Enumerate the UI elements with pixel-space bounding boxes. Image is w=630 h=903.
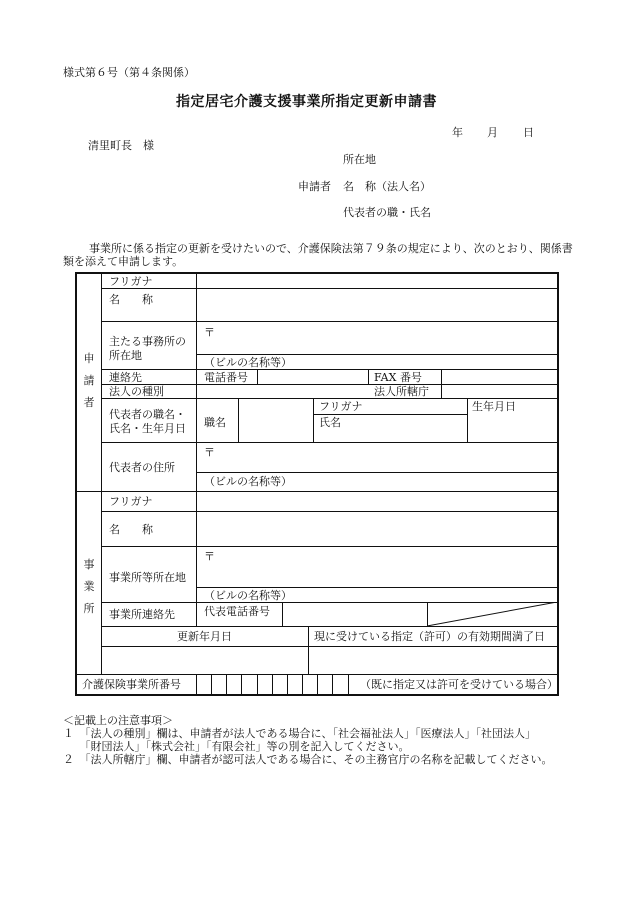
main-office-label-2: 所在地	[109, 349, 142, 362]
office-address-label: 事業所等所在地	[109, 571, 186, 584]
note-item-1: １ 「法人の種別」欄は、申請者が法人である場合に、「社会福祉法人」「医療法人」「社団法人」	[63, 727, 536, 740]
addressee: 清里町長 様	[88, 139, 154, 152]
office-postal-mark: 〒	[204, 550, 215, 563]
notes-section	[63, 714, 583, 766]
office-contact-label: 事業所連絡先	[109, 608, 175, 621]
form-number: 様式第６号（第４条関係）	[63, 66, 195, 79]
note-item-1-cont: 「財団法人」「株式会社」「有限会社」等の別を記入してください。	[63, 740, 410, 753]
renewal-date-label: 更新年月日	[177, 630, 232, 643]
applicant-label: 申請者	[298, 180, 331, 193]
representative-label-1: 代表者の職名・	[109, 408, 186, 421]
expiry-label: 現に受けている指定（許可）の有効期間満了日	[314, 630, 545, 643]
building-label: （ビルの名称等）	[204, 356, 292, 369]
applicant-name-label: 名 称	[109, 293, 153, 306]
corp-type-label: 法人の種別	[109, 385, 164, 398]
address-label: 所在地	[343, 153, 376, 166]
phone-label: 電話番号	[204, 371, 248, 384]
rep-furigana-label: フリガナ	[319, 400, 363, 413]
office-furigana-label: フリガナ	[109, 495, 153, 508]
main-phone-label: 代表電話番号	[204, 605, 270, 618]
applicant-furigana-label: フリガナ	[109, 275, 153, 288]
intro-text: 事業所に係る指定の更新を受けたいので、介護保険法第７９条の規定により、次のとおり、関係書類を添えて申請します。	[63, 242, 573, 268]
insurance-number-note: （既に指定又は許可を受けている場合）	[360, 678, 558, 691]
date-year: 年	[452, 126, 463, 139]
section-applicant-label: 申請者	[83, 352, 95, 409]
birthdate-label: 生年月日	[472, 400, 516, 413]
rep-name-label: 氏名	[319, 416, 341, 429]
building-label-2: （ビルの名称等）	[204, 475, 292, 488]
corp-name-label: 名 称（法人名）	[343, 180, 431, 193]
date-month: 月	[487, 126, 498, 139]
insurance-number-label: 介護保険事業所番号	[82, 678, 181, 691]
application-form-table	[75, 272, 559, 696]
main-office-label-1: 主たる事務所の	[109, 335, 186, 348]
rep-address-label: 代表者の住所	[109, 461, 175, 474]
office-building-label: （ビルの名称等）	[204, 589, 292, 602]
diagonal-strike	[427, 602, 557, 626]
postal-mark-2: 〒	[204, 446, 215, 459]
representative-label: 代表者の職・氏名	[343, 206, 431, 219]
contact-label: 連絡先	[109, 371, 142, 384]
note-item-2: ２ 「法人所轄庁」欄、申請者が認可法人である場合に、その主務官庁の名称を記載してください。	[63, 753, 553, 766]
corp-authority-label: 法人所轄庁	[374, 385, 429, 398]
notes-heading: ＜記載上の注意事項＞	[63, 714, 173, 727]
representative-label-2: 氏名・生年月日	[109, 422, 186, 435]
document-title: 指定居宅介護支援事業所指定更新申請書	[176, 94, 437, 110]
office-name-label: 名 称	[109, 523, 153, 536]
fax-label: FAX 番号	[374, 371, 422, 384]
position-label: 職名	[204, 416, 226, 429]
postal-mark: 〒	[204, 326, 215, 339]
section-office-label: 事業所	[83, 558, 95, 615]
date-day: 日	[523, 126, 534, 139]
